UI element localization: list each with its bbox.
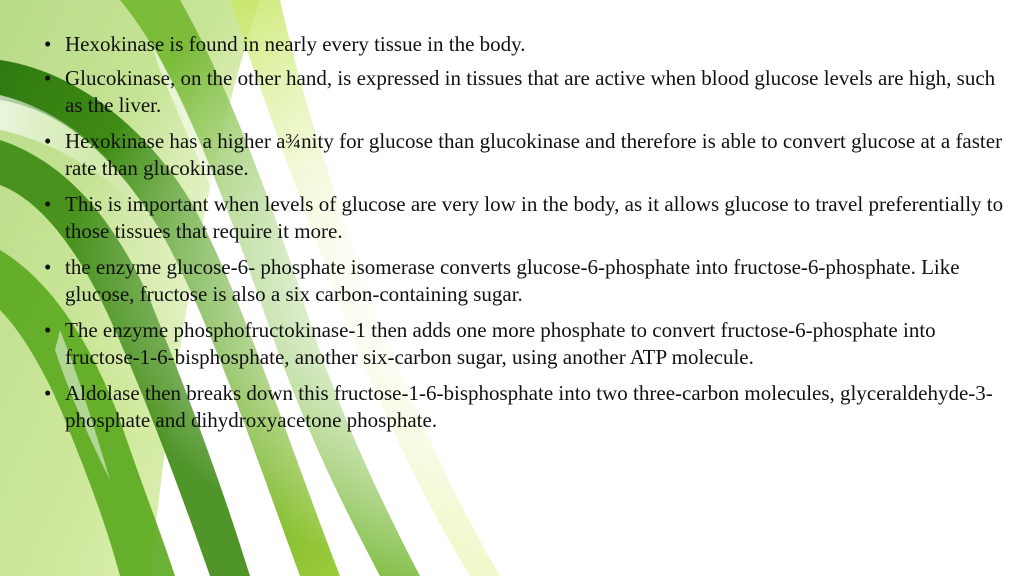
bullet-item (44, 128, 1004, 183)
bullet-text: Glucokinase, on the other hand, is expressed in tissues that are active when blood glucose levels are high, such as the liver. (65, 65, 996, 117)
bullet-item (44, 380, 1004, 435)
bullet-dot-icon: • (44, 380, 52, 405)
bullet-item (44, 317, 1004, 372)
bullet-dot-icon: • (44, 317, 52, 342)
bullet-item (44, 31, 1004, 59)
bullet-item (44, 65, 1004, 120)
bullet-dot-icon: • (44, 32, 52, 56)
slide-content (44, 31, 1004, 443)
bullet-text: Hexokinase has a higher a¾nity for glucose than glucokinase and therefore is able to convert glucose at a faster rate than glucokinase. (65, 128, 1003, 180)
bullet-text: Hexokinase is found in nearly every tissue in the body. (65, 32, 526, 56)
bullet-item (44, 254, 1004, 309)
bullet-list (44, 31, 1004, 435)
bullet-dot-icon: • (44, 128, 52, 153)
bullet-dot-icon: • (44, 254, 52, 279)
bullet-item (44, 191, 1004, 246)
bullet-dot-icon: • (44, 191, 52, 216)
bullet-text: the enzyme glucose-6- phosphate isomerase converts glucose-6-phosphate into fructose-6-phosphate. Like glucose, fructose is also a six carbon-containing sugar. (65, 254, 960, 306)
bullet-text: This is important when levels of glucose are very low in the body, as it allows glucose to travel preferentially to those tissues that require it more. (65, 191, 1004, 243)
bullet-dot-icon: • (44, 65, 52, 90)
bullet-text: Aldolase then breaks down this fructose-1-6-bisphosphate into two three-carbon molecules, glyceraldehyde-3-phosphate and dihydroxyacetone phosphate. (65, 380, 993, 432)
bullet-text: The enzyme phosphofructokinase-1 then adds one more phosphate to convert fructose-6-phosphate into fructose-1-6-bisphosphate, another six-carbon sugar, using another ATP molecule. (65, 317, 936, 369)
